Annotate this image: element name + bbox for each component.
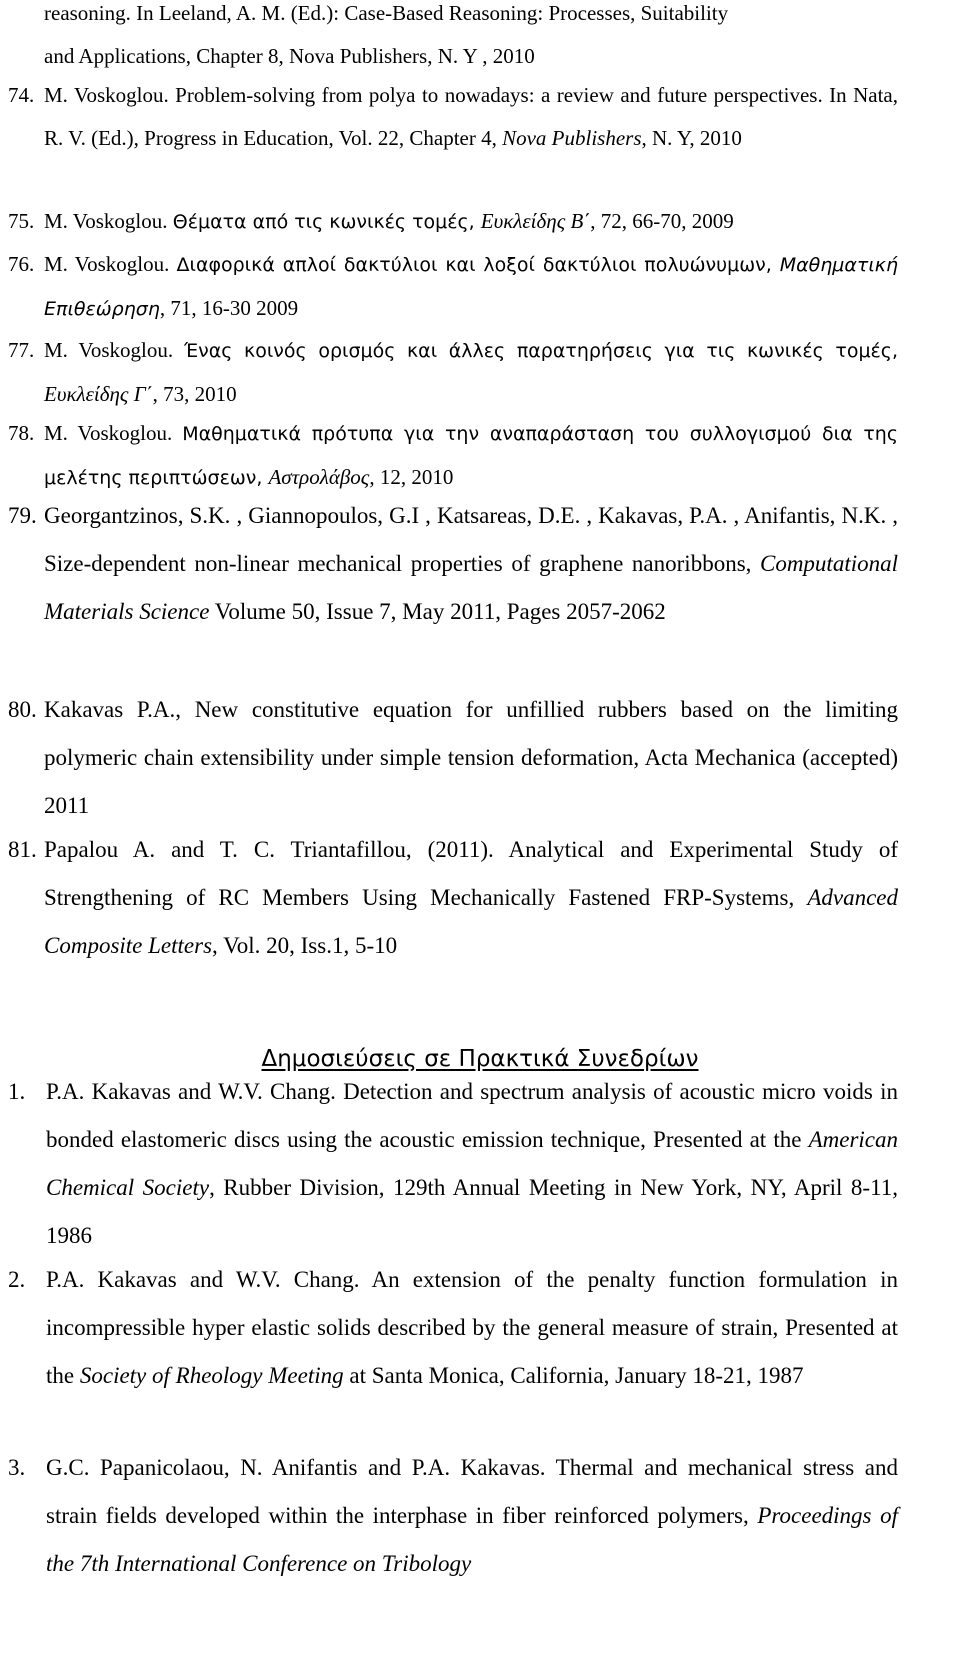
- continuation-line-1: reasoning. In Leeland, A. M. (Ed.): Case-Based Reasoning: Processes, Suitability: [44, 1, 729, 25]
- reference-number: 74.: [8, 83, 35, 107]
- reference-text: Kakavas P.A., New constitutive equation for unfillied rubbers based on the limiting polymeric chain extensibility under simple tension deformation, Acta Mechanica (accepted) 2011: [44, 697, 898, 818]
- reference-number: 78.: [8, 421, 35, 445]
- section-heading: Δημοσιεύσεις σε Πρακτικά Συνεδρίων: [261, 1046, 699, 1072]
- reference-text: P.A. Kakavas and W.V. Chang. An extension of the penalty function formulation in incompressible hyper elastic solids described by the general measure of strain, Presented at the Society of Rheology Meeting at Santa Monica, California, January 18-21, 1987: [46, 1267, 898, 1388]
- reference-text: M. Voskoglou. Problem-solving from polya to nowadays: a review and future perspectives. In Nata, R. V. (Ed.), Progress in Education, Vol. 22, Chapter 4, Nova Publishers, N. Y, 2010: [44, 83, 898, 150]
- reference-number: 3.: [8, 1455, 26, 1480]
- reference-number: 76.: [8, 252, 35, 276]
- continuation-line-2: and Applications, Chapter 8, Nova Publishers, N. Y , 2010: [44, 44, 535, 68]
- reference-text: Papalou A. and T. C. Triantafillou, (2011). Analytical and Experimental Study of Strengthening of RC Members Using Mechanically Fastened FRP-Systems, Advanced Composite Letters, Vol. 20, Iss.1, 5-10: [44, 837, 898, 958]
- reference-number: 79.: [8, 503, 37, 528]
- reference-text: M. Voskoglou. Διαφορικά απλοί δακτύλιοι και λοξοί δακτύλιοι πολυώνυμων, Μαθηματική Επιθεώρηση, 71, 16-30 2009: [44, 252, 898, 320]
- reference-number: 80.: [8, 697, 37, 722]
- reference-number: 77.: [8, 338, 35, 362]
- reference-number: 81.: [8, 837, 37, 862]
- reference-number: 1.: [8, 1079, 26, 1104]
- reference-text: P.A. Kakavas and W.V. Chang. Detection and spectrum analysis of acoustic micro voids in bonded elastomeric discs using the acoustic emission technique, Presented at the American Chemical Society, Rubber Division, 129th Annual Meeting in New York, NY, April 8-11, 1986: [46, 1079, 898, 1248]
- reference-text: M. Voskoglou. Ένας κοινός ορισμός και άλλες παρατηρήσεις για τις κωνικές τομές, Ευκλείδης Γ΄, 73, 2010: [44, 338, 898, 406]
- reference-text: M. Voskoglou. Μαθηματικά πρότυπα για την αναπαράσταση του συλλογισμού δια της μελέτης περιπτώσεων, Αστρολάβος, 12, 2010: [44, 421, 898, 489]
- reference-number: 2.: [8, 1267, 26, 1292]
- reference-text: Georgantzinos, S.K. , Giannopoulos, G.I , Katsareas, D.E. , Kakavas, P.A. , Anifantis, N.K. , Size-dependent non-linear mechanical properties of graphene nanoribbons, Computational Materials Science Volume 50, Issue 7, May 2011, Pages 2057-2062: [44, 503, 898, 624]
- reference-text: M. Voskoglou. Θέματα από τις κωνικές τομές, Ευκλείδης Β΄, 72, 66-70, 2009: [44, 209, 734, 233]
- reference-text: G.C. Papanicolaou, N. Anifantis and P.A. Kakavas. Thermal and mechanical stress and strain fields developed within the interphase in fiber reinforced polymers, Proceedings of the 7th International Conference on Tribology: [46, 1455, 898, 1576]
- reference-number: 75.: [8, 209, 35, 233]
